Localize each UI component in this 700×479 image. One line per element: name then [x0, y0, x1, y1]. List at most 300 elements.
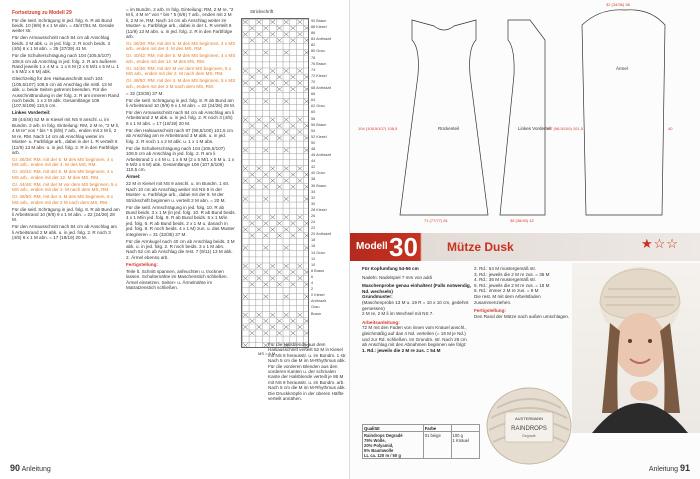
chart-cross-mark [291, 234, 296, 238]
chart-cross-mark [257, 264, 262, 268]
chart-cross-mark [263, 51, 268, 55]
legend-row: 52 Kiesel [311, 134, 327, 139]
chart-cross-mark [291, 26, 296, 30]
chart-cross-mark [263, 173, 268, 177]
legend-row: 64 [311, 98, 316, 103]
chart-cross-mark [257, 276, 262, 280]
subheading-left-front: Linkes Vorderteil: [12, 110, 51, 116]
chart-cross-mark [243, 99, 248, 103]
chart-cross-mark [284, 295, 289, 299]
chart-cross-mark [243, 343, 248, 347]
chart-cross-mark [291, 319, 296, 323]
chart-cross-mark [263, 87, 268, 91]
paragraph: Für die Schulterschrägung nach 104 (105,5/107) 108,5 cm ab Anschlag in jed. folg. 2. R am li Arbeitsrand 1 x 4 M u. 1 x 6 M (2 x 5 M/1 x 5 M u. 1 x 6 M/2 x 6 M) abk. Gesamtlänge 106 (107,5/109) 110,5 cm. [126, 145, 234, 173]
chart-cross-mark [270, 81, 275, 85]
paragraph: Gr. 44/46: RM, mit der M vor dem MS beginnen, 5 x MS arb., enden mit der 2. M nach dem MS, RM. [126, 65, 232, 77]
chart-cross-mark [270, 69, 275, 73]
chart-cross-mark [304, 270, 309, 274]
chart-cross-mark [257, 32, 262, 36]
chart-cross-mark [297, 215, 302, 219]
chart-cross-mark [304, 136, 309, 140]
sleeve-height: 40 [668, 126, 673, 131]
legend-row: 24 [311, 220, 316, 225]
chart-cross-mark [284, 325, 289, 329]
chart-cross-mark [257, 325, 262, 329]
chart-cross-mark [257, 179, 262, 183]
subheading-finishing: Fertigstellung: [126, 261, 158, 267]
chart-cross-mark [250, 26, 255, 30]
legend-row: 90 Braun [311, 19, 327, 23]
chart-cross-mark [304, 26, 309, 30]
chart-cross-mark [291, 185, 296, 189]
paragraph: Für die seitl. Schrägung in jed. folg. 8. R ab Bund am li Arbeitsrand 10 (9/9) 9 x 1 M abn. = 22 (24/26) 28 M. [126, 97, 236, 109]
chart-cross-mark [277, 136, 282, 140]
paragraph: Gr. 36/38: RM, mit der 5. M des MS beginnen, 4 x MS arb., enden mit der 4. M des MS, RM. [12, 156, 114, 168]
chart-repeat-label: MS = 6 M [258, 351, 276, 356]
finishing-text: Den Rand der Mütze nach außen umschlagen. [474, 313, 570, 319]
paragraph: 38 (44/46) 52 M in Kiesel mit NS 9 anschl. u. im Bundm. 2 arb. In folg. Einteilung: RM, 2 M re, "2 M li, 4 M re" von * bis * 5 (6/6) 7 arb., enden mit 2 M li, 2 M re, RM. Nach 14 cm ab Anschlag weiter im Muster- u. Farbfolge arb., dabei in der 1. R verteilt 6 (11/9) 13 M abn. u. in jed. folg. 2. R in den Farbfolge arb. [12, 117, 120, 155]
sleeve-piece-outline [582, 10, 665, 215]
chart-cross-mark [304, 234, 309, 238]
paragraph: Für den Halsausschnitt nach 97 (98,5/100) 101,5 cm ab Anschlag am re Arbeitsrand 3 M abk. u. in jed. folg. 2. R noch 1 x 2 M abk. u. 1 x 1 M abn. [126, 127, 233, 144]
legend-row: 34 [311, 189, 316, 194]
paragraph: Gr. 40/42: RM, mit der 5. M des MS beginnen, 4 x MS arb., enden mit der 12. M des MS, RM. [12, 169, 114, 180]
chart-cross-mark [243, 313, 248, 317]
chart-cross-mark [270, 32, 275, 36]
chart-cross-mark [250, 234, 255, 238]
chart-cross-mark [277, 173, 282, 177]
chart-cross-mark [250, 185, 255, 189]
chart-cross-mark [304, 319, 309, 323]
chart-cross-mark [284, 148, 289, 152]
chart-cross-mark [291, 173, 296, 177]
back-piece-outline [400, 20, 488, 215]
chart-cross-mark [284, 32, 289, 36]
legend-row: 54 [311, 128, 316, 133]
brand-name: AUSTERMANN [514, 416, 544, 421]
chart-cross-mark [304, 124, 309, 128]
hat-instructions-column-2 [474, 266, 574, 319]
chart-cross-mark [263, 197, 268, 201]
chart-cross-mark [257, 166, 262, 170]
back-label: Rückenteil [438, 126, 460, 131]
chart-cross-mark [304, 51, 309, 55]
page-number: 91 [679, 463, 690, 473]
chart-cross-mark [284, 99, 289, 103]
paragraph: Für den Armausschnitt nach 84 cm ab Anschlag beids. 2 M abk. u. in jed. folg. 2. R noch beids. 3 (4/5) 6 x 1 M abn. = 35 (37/39) 41 M. [12, 35, 111, 52]
hat-instructions-column-1 [362, 266, 472, 353]
chart-cross-mark [297, 179, 302, 183]
chart-cross-mark [263, 26, 268, 30]
chart-cross-mark [277, 185, 282, 189]
legend-row: 30 [311, 201, 316, 206]
chart-cross-mark [284, 51, 289, 55]
legend-row: 50 [311, 140, 316, 145]
back-height: 104 (105,5/107) 108,5 [358, 126, 398, 131]
round-line: 2. Rd.: 54 M mustergemäß str. [474, 266, 537, 271]
legend-row: 76 Braun [311, 61, 327, 66]
chart-cross-mark [270, 264, 275, 268]
finish-line: Die rest. M mit dem Arbeitsfaden zusammenziehen. [474, 293, 541, 305]
continuation-heading: Fortsetzung zu Modell 29 [12, 10, 72, 16]
legend-row: 80 Grau [311, 49, 325, 54]
chart-cross-mark [297, 276, 302, 280]
paragraph: Gr. 40/42: RM, mit der 5. M des MS beginnen, 4 x MS arb., enden mit der 12. M des MS, RM. [126, 53, 236, 64]
chart-cross-mark [304, 75, 309, 79]
legend-row: 18 [311, 238, 316, 243]
subheading-sleeve: Ärmel: [126, 174, 141, 180]
size-line: Für Kopfumfang 54-56 cm [362, 266, 419, 271]
chart-cross-mark [243, 295, 248, 299]
chart-cross-mark [277, 75, 282, 79]
chart-cross-mark [291, 87, 296, 91]
modell-label: Modell [356, 241, 388, 252]
paragraph: Gr. 48/50: RM, mit der 4. M des MS beginnen, 5 x MS arb., enden mit der 2 M nach dem MS, RM. [12, 194, 114, 205]
chart-cross-mark [270, 227, 275, 231]
chart-cross-mark [297, 81, 302, 85]
legend-row: 78 [311, 55, 316, 60]
chart-cross-mark [263, 246, 268, 250]
legend-row: 48 [311, 146, 316, 151]
finishing-heading: Fertigstellung: [474, 308, 506, 314]
paragraph: Für die Halsblende aus dem Halsausschnitt verteilt 52 M in Kiesel mit NS 8 herausstr. u. im Bundm. 1 str. Nach 5 cm die M im M-Rhythmus abk. Für die vorderen Blenden aus den vorderen Kanten u. der schmalen Kante der Halsblende verteilt je 86 M mit NS 8 herausstr. u. im Bundm. arb. Nach 5 cm die M im M-Rhythmus abk. Die Druckknöpfe in der oberen Hälfte verteilt annähen. [268, 342, 347, 402]
sleeve-label: Ärmel [616, 66, 628, 71]
legend-row: 22 [311, 226, 316, 231]
page-number-left [10, 463, 51, 473]
paragraph: Für die seitl. Schrägung in jed. folg. 8. R ab Bund am li Arbeitsrand 10 (9/9) 9 x 1 M abn. = 22 (24/26) 28 M. [12, 206, 120, 223]
chart-cross-mark [277, 87, 282, 91]
chart-cross-mark [263, 124, 268, 128]
chart-cross-mark [297, 325, 302, 329]
chart-cross-mark [284, 276, 289, 280]
chart-cross-mark [291, 282, 296, 286]
legend-row: 44 [311, 159, 316, 164]
chart-cross-mark [263, 99, 268, 103]
chart-cross-mark [277, 270, 282, 274]
chart-cross-mark [291, 331, 296, 335]
chart-cross-mark [250, 136, 255, 140]
paragraph: Für die seitl. Schrägung in jed. folg. 6. R ab Bund beids. 10 (9/9) 9 x 1 M abn. = 45/47/51 M. Gerade weiter str. [12, 17, 115, 34]
chart-cross-mark [277, 221, 282, 225]
chart-cross-mark [250, 75, 255, 79]
chart-cross-mark [297, 69, 302, 73]
chart-cross-mark [243, 118, 248, 122]
pattern-heading: Grundmuster: [362, 294, 393, 300]
chart-cross-mark [263, 185, 268, 189]
yarn-label-name: RAINDROPS [511, 426, 547, 432]
chart-cross-mark [243, 148, 248, 152]
chart-cross-mark [284, 69, 289, 73]
chart-cross-mark [297, 118, 302, 122]
legend-row: 86 [311, 31, 316, 36]
paragraph: Gleichzeitig für den Halsausschnitt nach 104 (105,5/107) 108,5 cm ab Anschlag die mittl. 13 M abk. u. beide Seiten getrennt beenden. Für die Ausschnittrundung in der folg. 2. R am inneren Rand noch beids. 1 x 2 M abk. Gesamtlänge 106 (107,5/109) 110,5 cm. [12, 76, 119, 109]
paragraph: Für den Armausschnitt nach 84 cm ab Anschlag am li Arbeitsrand 2 M abk. u. in jed. folg. 2. R noch 3 (4/5) 6 x 1 M abn. = 17 (18/19) 20 M. [12, 224, 117, 241]
chart-cross-mark [263, 221, 268, 225]
chart-cross-mark [263, 331, 268, 335]
chart-cross-mark [243, 166, 248, 170]
chart-cross-mark [257, 227, 262, 231]
chart-cross-mark [270, 215, 275, 219]
round-line: 4. Rd.: 36 M mustergemäß str. [474, 277, 537, 283]
chart-cross-mark [250, 173, 255, 177]
table-header [451, 425, 479, 432]
knitting-chart-grid [241, 18, 309, 348]
legend-row: 16 [311, 244, 316, 249]
legend-row: 28 Kiesel [311, 207, 327, 212]
chart-cross-mark [243, 32, 248, 36]
chart-cross-mark [263, 75, 268, 79]
chart-cross-mark [304, 295, 309, 299]
chart-cross-mark [270, 130, 275, 134]
legend-row: 42 [311, 165, 316, 170]
paragraph: Gr. 44/46: RM, mit der M vor dem MS beginnen, 5 x MS arb., enden mit der 2. M nach dem MS, RM. [12, 181, 118, 193]
chart-symbols [242, 19, 310, 349]
table-header: Qualität [363, 425, 424, 432]
instructions-column-2 [126, 7, 236, 292]
chart-row-legend [311, 18, 347, 317]
chart-cross-mark [270, 20, 275, 24]
pattern-schematics [350, 0, 700, 230]
chart-cross-mark [243, 197, 248, 201]
chart-cross-mark [291, 38, 296, 42]
chart-cross-mark [243, 51, 248, 55]
chart-cross-mark [284, 264, 289, 268]
chart-cross-mark [270, 118, 275, 122]
chart-cross-mark [270, 166, 275, 170]
chart-cross-mark [250, 331, 255, 335]
chart-cross-mark [243, 81, 248, 85]
chart-cross-mark [284, 20, 289, 24]
chart-cross-mark [250, 282, 255, 286]
chart-cross-mark [263, 234, 268, 238]
chart-cross-mark [270, 325, 275, 329]
chart-cross-mark [250, 87, 255, 91]
legend-row: 74 [311, 67, 316, 72]
legend-row: 58 [311, 116, 316, 121]
instructions-column-1 [12, 10, 120, 242]
chart-cross-mark [243, 246, 248, 250]
legend-row: Anthrazit [311, 299, 326, 304]
legend-row: 60 [311, 110, 316, 115]
page-label: Anleitung [21, 466, 51, 473]
model-photo [572, 263, 700, 433]
chart-cross-mark [284, 166, 289, 170]
chart-cross-mark [270, 313, 275, 317]
legend-row: 82 [311, 43, 316, 48]
chart-cross-mark [304, 87, 309, 91]
chart-cross-mark [297, 313, 302, 317]
chart-cross-mark [250, 221, 255, 225]
chart-cross-mark [277, 26, 282, 30]
yarn-table [362, 424, 480, 459]
legend-row: 66 [311, 92, 316, 97]
instructions-column-3 [268, 342, 348, 403]
chart-cross-mark [250, 124, 255, 128]
yarn-label-sub: Degradé [522, 434, 536, 438]
chart-cross-mark [277, 124, 282, 128]
chart-cross-mark [297, 32, 302, 36]
chart-cross-mark [291, 136, 296, 140]
chart-cross-mark [277, 38, 282, 42]
chart-cross-mark [284, 197, 289, 201]
legend-row: 8 Braun [311, 268, 325, 273]
page-number-right [649, 463, 690, 473]
chart-cross-mark [304, 197, 309, 201]
chart-cross-mark [291, 270, 296, 274]
legend-row: 14 Grau [311, 250, 325, 255]
legend-row: 70 [311, 79, 316, 84]
chart-cross-mark [297, 20, 302, 24]
chart-cross-mark [284, 179, 289, 183]
sleeve-width: 32 (34/36) 38 [606, 2, 630, 7]
chart-cross-mark [257, 20, 262, 24]
modell-number: 30 [389, 232, 418, 262]
needles-line: Nadeln: Nadelspiel 7 mm von addi [362, 274, 432, 280]
round-line: 3. Rd.: jeweils die 2 M re zus. = 36 M [474, 271, 550, 277]
chart-cross-mark [243, 69, 248, 73]
chart-cross-mark [263, 270, 268, 274]
chart-cross-mark [304, 246, 309, 250]
legend-row: 40 Grau [311, 171, 325, 176]
chart-cross-mark [297, 264, 302, 268]
legend-row: 36 Braun [311, 183, 327, 188]
legend-row: 84 Anthrazit [311, 37, 332, 42]
chart-cross-mark [243, 264, 248, 268]
chart-cross-mark [304, 38, 309, 42]
paragraph: 22 M in Kiesel mit NS 9 anschl. u. im Bundm. 1 str. Nach 10 cm ab Anschlag weiter mit NS 9 in der Muster- u. Farbfolge arb., dabei mit der 9. M der Strickschrift beginnen u. verteilt 2 M abn. = 20 M. [126, 181, 230, 203]
chart-cross-mark [291, 75, 296, 79]
pattern-rows: 2 M re, 2 M li im Wechsel mit NS 7. [362, 311, 434, 317]
pattern-gauge: (Maschenprobe 13 M u. 19 R = 10 x 10 cm, gedehnt gemessen) [362, 299, 469, 311]
chart-cross-mark [277, 331, 282, 335]
legend-row: 62 Grau [311, 104, 325, 109]
paragraph: Für den Armausschnitt nach 84 cm ab Anschlag am li Arbeitsrand 2 M abk. u. in jed. folg. 2. R noch 3 (4/5) 6 x 1 M abn. = 17 (18/19) 20 M. [126, 110, 235, 126]
chart-cross-mark [257, 313, 262, 317]
paragraph: = 32 (33/35) 37 M. [126, 90, 164, 96]
chart-cross-mark [263, 38, 268, 42]
chart-cross-mark [263, 148, 268, 152]
legend-row: 56 Braun [311, 122, 327, 127]
pattern-title: Mütze Dusk [447, 240, 514, 254]
round-line: 6. Rd.: immer 2 M re zus. = 9 M [474, 288, 539, 294]
chart-cross-mark [243, 179, 248, 183]
chart-cross-mark [250, 270, 255, 274]
work-heading: Arbeitsanleitung: [362, 319, 400, 325]
gauge-heading: Maschenprobe genau einhalten! (Falls notwendig, Nd. wechseln) [362, 283, 471, 294]
legend-row: 26 [311, 214, 316, 218]
chart-cross-mark [277, 282, 282, 286]
yarn-amount: 100 g 1 Knäuel [451, 432, 479, 459]
chart-cross-mark [304, 148, 309, 152]
paragraph: = im Bundm. 2 arb. In folg. Einteilung: RM, 2 M re, "2 M li, 4 M re" von * bis * 5 (6/6) 7 arb., enden mit 2 M li, 2 M re, RM. Nach 14 cm ab Anschlag weiter im Muster- u. Farbfolge arb., dabei in der 1. R verteilt 6 (11/9) 13 M abn. u. in jed. folg. 2. R in den Farbfolge arb. [126, 7, 234, 40]
chart-cross-mark [243, 276, 248, 280]
page-number: 90 [10, 463, 21, 473]
chart-cross-mark [277, 319, 282, 323]
paragraph: Gr. 48/50: RM, mit der 4. M des MS beginnen, 5 x MS arb., enden mit der 2 M nach dem MS, RM. [126, 78, 236, 89]
chart-cross-mark [304, 173, 309, 177]
chart-cross-mark [304, 99, 309, 103]
chart-cross-mark [297, 130, 302, 134]
chart-cross-mark [243, 325, 248, 329]
chart-cross-mark [250, 319, 255, 323]
chart-cross-mark [297, 166, 302, 170]
paragraph: Für die Armkugel nach 40 cm ab Anschlag beids. 3 M abk. u. in jed. folg. 2. R noch beids. 3 x 1 M abn. Nach 52 cm ab Anschlag die rest. 7 (9/11) 13 M abk. 2. Ärmel ebenso arb. [126, 238, 235, 260]
yarn-quality: Raindrops Degradé 75% Wolle, 20% Polyamid, 5% Baumwolle LL ca. 120 m / 50 g [363, 432, 424, 459]
legend-row: 4 [311, 281, 314, 286]
legend-row: 38 [311, 177, 316, 182]
chart-cross-mark [243, 20, 248, 24]
work-text: 72 M mit den Faden von innen vom Knäuel anschl., gleichmäßig auf das 4 Nd. verteilen (= 18 M je Nd.) und zur Rd. schließen. Im Grundm. str. Nach 28 cm ab Anschlag mit den Abnahmen beginnen wie folgt: [362, 325, 467, 348]
paragraph: Teile lt. Schnitt spannen, anfeuchten u. trocknen lassen. Schulternähte im Maschenstich schließen. Ärmel einsetzen. Seiten- u. Ärmelnähte im Matratzenstich schließen. [126, 268, 228, 290]
round-line: 5. Rd.: jeweils die 2 M re zus. = 18 M [474, 282, 550, 288]
legend-row: Grau [311, 305, 320, 310]
chart-cross-mark [277, 234, 282, 238]
chart-cross-mark [270, 179, 275, 183]
chart-cross-mark [243, 227, 248, 231]
chart-cross-mark [304, 282, 309, 286]
legend-row: 0 Kiesel [311, 293, 325, 298]
legend-row: 32 [311, 195, 316, 200]
chart-cross-mark [284, 130, 289, 134]
chart-cross-mark [284, 246, 289, 250]
chart-cross-mark [263, 282, 268, 286]
chart-cross-mark [284, 215, 289, 219]
legend-row: 72 Kiesel [311, 73, 327, 78]
chart-cross-mark [263, 319, 268, 323]
table-header: Farbe [423, 425, 451, 432]
legend-row: 12 [311, 256, 316, 261]
paragraph: Für die seitl. Armschrägung in jed. folg. 10. R ab Bund beids. 3 x 1 M (in jed. folg. 10. R ab Bund beids. 4 x 1 M/in jed. folg. 8. R ab Bund beids. 5 x 1 M/in jed. folg. 6. R ab Bund beids. 2 x 1 M u. danach in jed. folg. 8. R noch beids. 4 x 1 M) zun. u. das Muster integrieren = 31 (33/35) 37 M. [126, 204, 236, 237]
front-piece-outline [500, 20, 545, 215]
chart-title: Strickschrift [250, 9, 274, 14]
back-width: 71 (77/77) 81 [424, 218, 448, 223]
chart-cross-mark [284, 313, 289, 317]
chart-cross-mark [284, 81, 289, 85]
chart-cross-mark [257, 118, 262, 122]
chart-cross-mark [291, 221, 296, 225]
chart-cross-mark [243, 215, 248, 219]
yarn-ball-image [483, 378, 575, 468]
yarn-color: 01 beige [423, 432, 451, 459]
chart-cross-mark [284, 118, 289, 122]
legend-row: 20 Anthrazit [311, 232, 332, 237]
legend-row: 68 Anthrazit [311, 86, 332, 91]
chart-cross-mark [257, 215, 262, 219]
legend-row: 88 Kiesel [311, 25, 327, 30]
chart-cross-mark [257, 130, 262, 134]
chart-cross-mark [304, 331, 309, 335]
front-width: 36 (38/40) 42 [510, 218, 534, 223]
legend-row: 46 Anthrazit [311, 153, 332, 158]
legend-row: 10 [311, 262, 316, 267]
chart-cross-mark [243, 130, 248, 134]
chart-cross-mark [304, 185, 309, 189]
chart-cross-mark [263, 295, 268, 299]
legend-row: Braun [311, 311, 322, 316]
chart-cross-mark [257, 81, 262, 85]
chart-cross-mark [291, 124, 296, 128]
front-label: Linkes Vorderteil [518, 126, 552, 131]
chart-cross-mark [270, 276, 275, 280]
difficulty-stars: ★☆☆ [641, 236, 679, 251]
chart-cross-mark [304, 221, 309, 225]
legend-row: 2 [311, 287, 314, 292]
page-label: Anleitung [648, 466, 679, 473]
legend-row: 6 [311, 274, 314, 279]
chart-cross-mark [263, 136, 268, 140]
front-height: 97 (98,5/100) 101,5 [548, 126, 583, 131]
round-1: 1. Rd.: jeweils die 2 M re zus. = 54 M [362, 347, 441, 353]
